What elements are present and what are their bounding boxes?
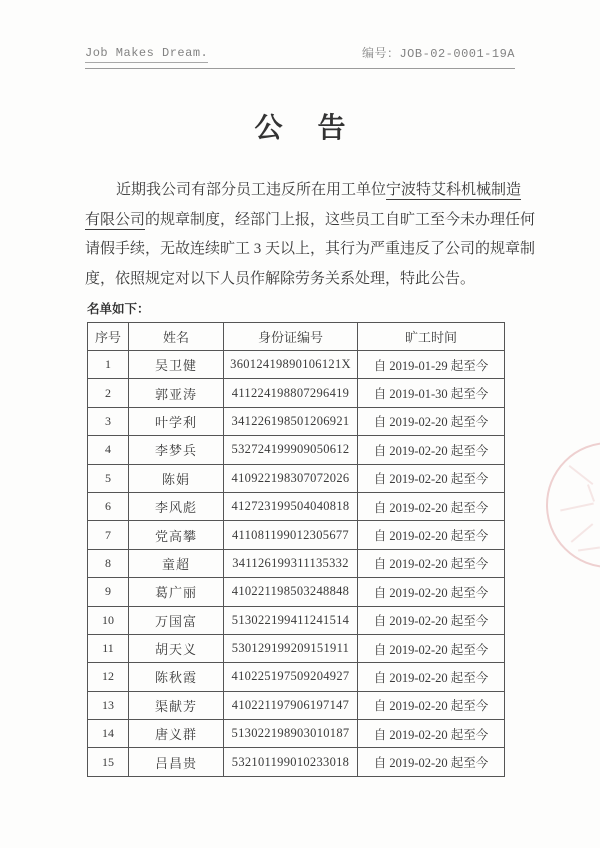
- row-number-cell: 3: [88, 407, 129, 435]
- absence-time-cell: 自 2019-02-20 起至今: [358, 634, 505, 662]
- seal-mark: [569, 465, 594, 485]
- seal-mark: [560, 502, 594, 511]
- id-number-cell: 532724199909050612: [224, 436, 358, 464]
- body-text-segment: 度，依照规定对以下人员作解除劳务关系处理，特此公告。: [85, 270, 476, 287]
- row-number-cell: 11: [88, 634, 129, 662]
- table-row: [88, 720, 505, 748]
- absence-time-cell: 自 2019-02-20 起至今: [358, 606, 505, 634]
- absence-time-cell: 自 2019-02-20 起至今: [358, 578, 505, 606]
- row-number-cell: 6: [88, 492, 129, 520]
- id-number-cell: 410221198503248848: [224, 578, 358, 606]
- id-number-cell: 532101199010233018: [224, 748, 358, 776]
- announcement-body: [85, 176, 536, 294]
- table-row: [88, 379, 505, 407]
- row-number-cell: 4: [88, 436, 129, 464]
- absence-time-cell: 自 2019-02-20 起至今: [358, 720, 505, 748]
- id-number-cell: 36012419890106121X: [224, 351, 358, 379]
- absence-time-cell: 自 2019-02-20 起至今: [358, 464, 505, 492]
- name-cell: 李梦兵: [129, 436, 224, 464]
- table-row: [88, 492, 505, 520]
- absence-time-cell: 自 2019-02-20 起至今: [358, 492, 505, 520]
- id-number-cell: 341226198501206921: [224, 407, 358, 435]
- column-header: 姓名: [129, 323, 224, 351]
- name-cell: 吕昌贵: [129, 748, 224, 776]
- id-number-cell: 530129199209151911: [224, 634, 358, 662]
- row-number-cell: 1: [88, 351, 129, 379]
- name-cell: 郭亚涛: [129, 379, 224, 407]
- seal-mark: [578, 546, 600, 551]
- table-header-row: [88, 323, 505, 351]
- row-number-cell: 9: [88, 578, 129, 606]
- name-cell: 叶学利: [129, 407, 224, 435]
- absence-time-cell: 自 2019-02-20 起至今: [358, 549, 505, 577]
- table-row: [88, 606, 505, 634]
- name-cell: 童超: [129, 549, 224, 577]
- table-row: [88, 436, 505, 464]
- row-number-cell: 10: [88, 606, 129, 634]
- id-number-cell: 410225197509204927: [224, 663, 358, 691]
- name-cell: 胡天义: [129, 634, 224, 662]
- row-number-cell: 12: [88, 663, 129, 691]
- absence-time-cell: 自 2019-01-30 起至今: [358, 379, 505, 407]
- page-header: [85, 44, 515, 63]
- body-text-segment: 近期我公司有部分员工违反所在用工单位: [116, 182, 387, 198]
- table-row: [88, 407, 505, 435]
- row-number-cell: 14: [88, 720, 129, 748]
- row-number-cell: 7: [88, 521, 129, 549]
- name-cell: 唐义群: [129, 720, 224, 748]
- document-number: 编号：JOB-02-0001-19A: [361, 47, 515, 61]
- name-cell: 万国富: [129, 606, 224, 634]
- id-number-cell: 412723199504040818: [224, 492, 358, 520]
- name-cell: 吴卫健: [129, 351, 224, 379]
- id-number-cell: 411224198807296419: [224, 379, 358, 407]
- body-line: [85, 265, 517, 295]
- row-number-cell: 13: [88, 691, 129, 719]
- column-header: 序号: [88, 323, 129, 351]
- header-slogan: Job Makes Dream.: [85, 46, 208, 63]
- table-row: [88, 521, 505, 549]
- body-line: [85, 206, 536, 236]
- name-cell: 李风彪: [129, 492, 224, 520]
- table-row: [88, 663, 505, 691]
- table-row: [88, 691, 505, 719]
- table-row: [88, 634, 505, 662]
- header-divider: [85, 68, 515, 69]
- name-cell: 葛广丽: [129, 578, 224, 606]
- absence-time-cell: 自 2019-02-20 起至今: [358, 407, 505, 435]
- row-number-cell: 15: [88, 748, 129, 776]
- id-number-cell: 410922198307072026: [224, 464, 358, 492]
- absence-time-cell: 自 2019-02-20 起至今: [358, 663, 505, 691]
- page-title: 公 告: [254, 113, 360, 144]
- row-number-cell: 8: [88, 549, 129, 577]
- row-number-cell: 2: [88, 379, 129, 407]
- id-number-cell: 410221197906197147: [224, 691, 358, 719]
- id-number-cell: 513022199411241514: [224, 606, 358, 634]
- column-header: 旷工时间: [358, 323, 505, 351]
- name-cell: 渠献芳: [129, 691, 224, 719]
- table-row: [88, 464, 505, 492]
- name-cell: 陈娟: [129, 464, 224, 492]
- absence-time-cell: 自 2019-01-29 起至今: [358, 351, 505, 379]
- underlined-company-name: 宁波特艾科机械制造: [386, 182, 522, 198]
- list-label: 名单如下：: [87, 302, 150, 316]
- table-row: [88, 748, 505, 776]
- row-number-cell: 5: [88, 464, 129, 492]
- body-text-segment: 请假手续，无故连续旷工 3 天以上，其行为严重违反了公司的规章制: [85, 241, 536, 257]
- underlined-company-name: 有限公司: [85, 211, 146, 228]
- absence-roster-table: [87, 322, 505, 777]
- name-cell: 陈秋霞: [129, 663, 224, 691]
- absence-time-cell: 自 2019-02-20 起至今: [358, 436, 505, 464]
- body-line: [85, 176, 522, 206]
- absence-time-cell: 自 2019-02-20 起至今: [358, 691, 505, 719]
- id-number-cell: 341126199311135332: [224, 549, 358, 577]
- id-number-cell: 513022198903010187: [224, 720, 358, 748]
- body-line: [85, 235, 536, 265]
- absence-time-cell: 自 2019-02-20 起至今: [358, 748, 505, 776]
- table-row: [88, 549, 505, 577]
- name-cell: 党高攀: [129, 521, 224, 549]
- id-number-cell: 411081199012305677: [224, 521, 358, 549]
- seal-mark: [587, 484, 595, 502]
- body-text-segment: 的规章制度，经部门上报，这些员工自旷工至今未办理任何: [145, 211, 536, 228]
- column-header: 身份证编号: [224, 323, 358, 351]
- absence-time-cell: 自 2019-02-20 起至今: [358, 521, 505, 549]
- table-row: [88, 351, 505, 379]
- table-row: [88, 578, 505, 606]
- company-seal-stamp: [546, 442, 600, 568]
- seal-mark: [571, 523, 594, 543]
